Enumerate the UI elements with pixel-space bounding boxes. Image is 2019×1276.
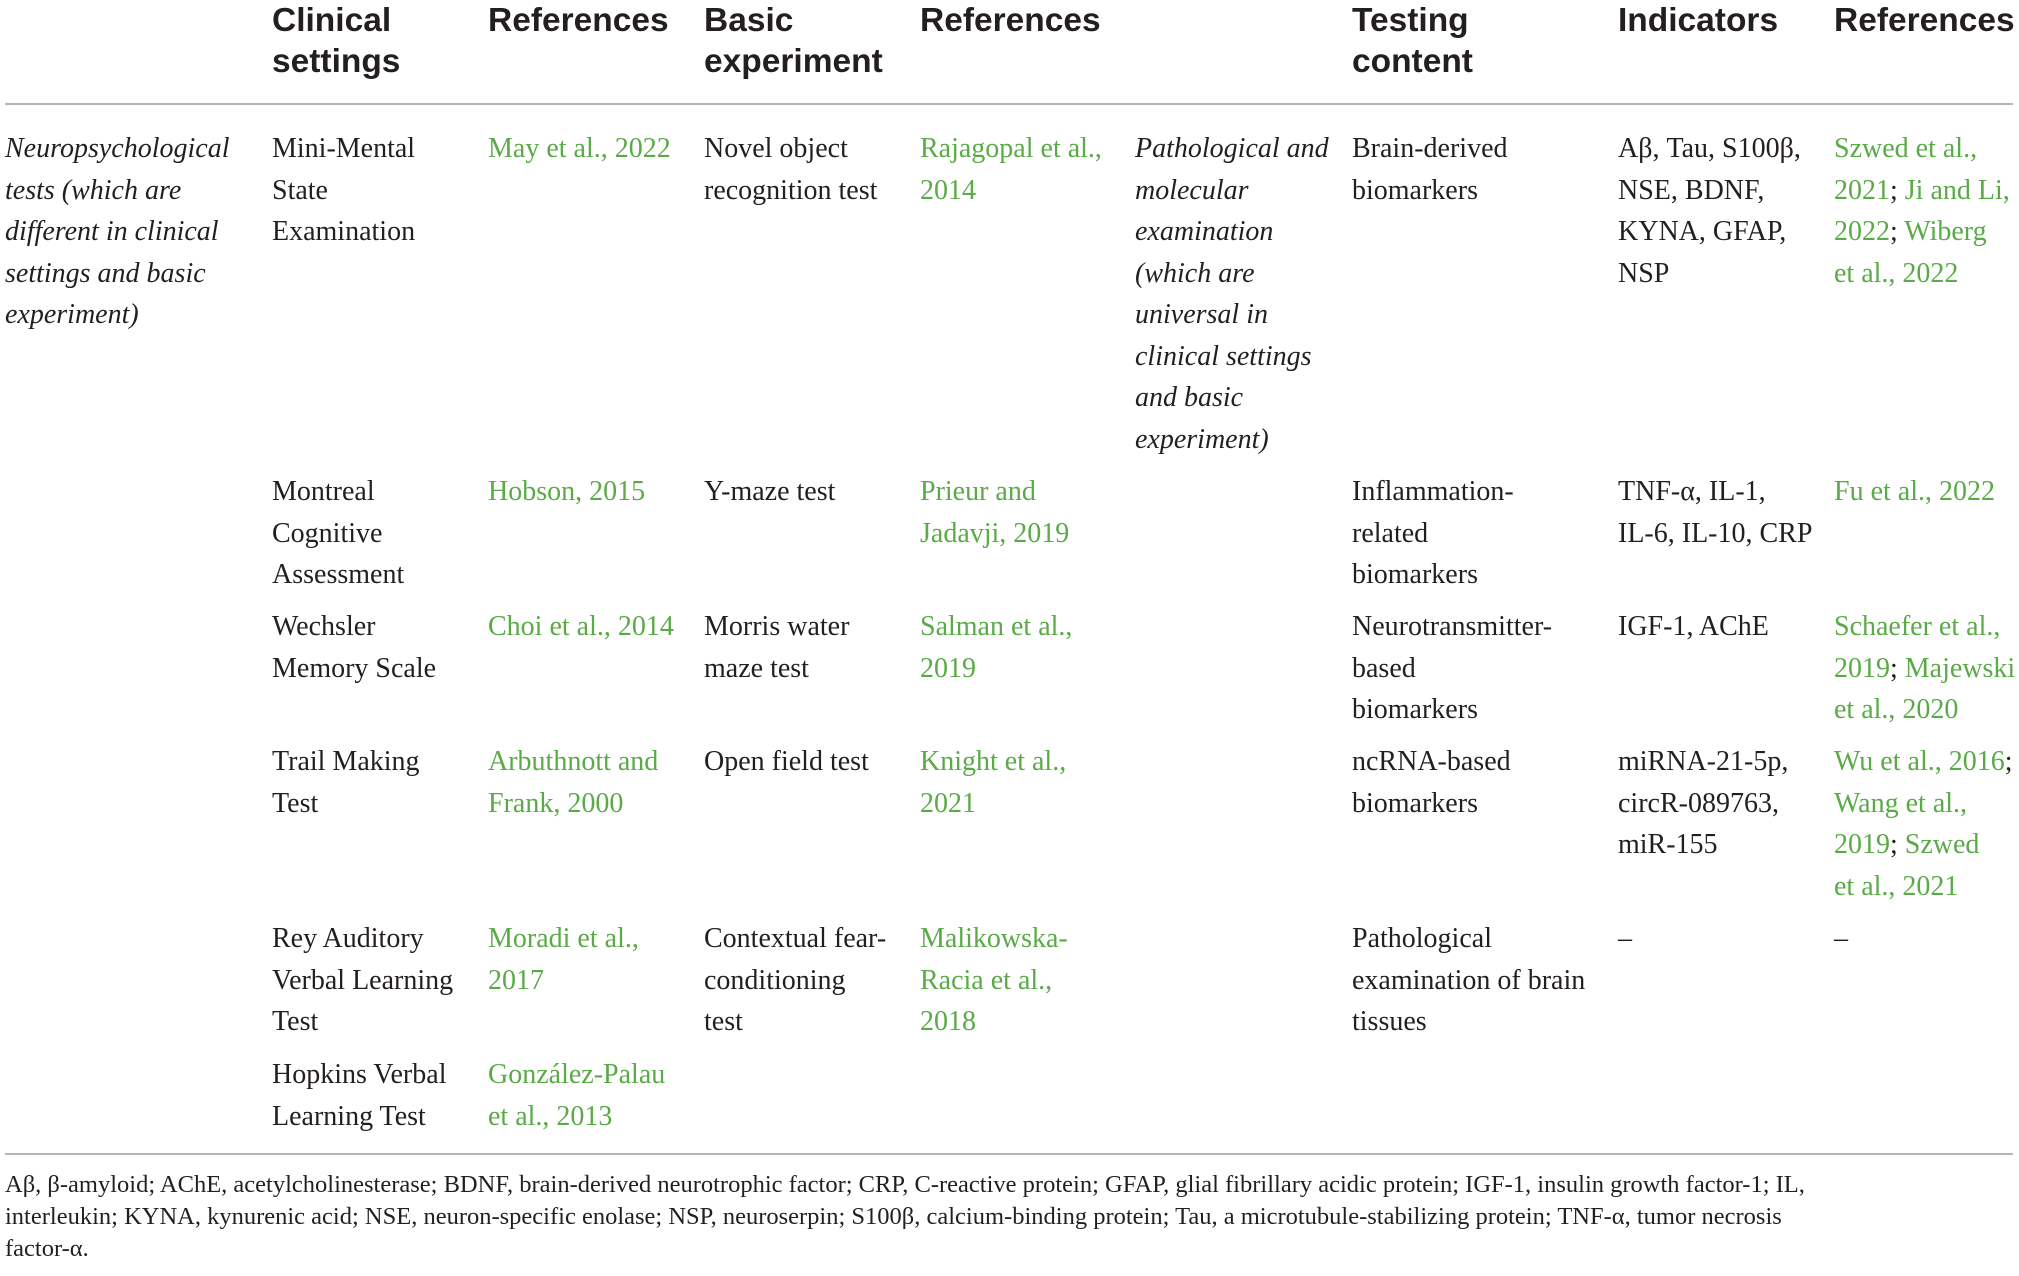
header-testing-content-line: content (1352, 43, 1473, 80)
header-references-line: References (920, 2, 1101, 39)
clinical-setting-cell-line: Trail Making (272, 746, 420, 777)
indicators-cell-line: miRNA-21-5p, (1618, 746, 1789, 777)
testing-reference-cell-line (1834, 253, 2010, 295)
testing-content-cell-line: examination of brain (1352, 964, 1586, 996)
basic-experiment-cell (704, 471, 835, 513)
clinical-reference-link-line: Choi et al., 2014 (488, 611, 674, 642)
reference-link[interactable]: 2021 (1834, 174, 1890, 206)
indicators-cell-line: KYNA, GFAP, (1618, 216, 1787, 247)
basic-reference-link[interactable] (920, 918, 1068, 1043)
testing-content-cell-line: related (1352, 517, 1429, 549)
header-basic-experiment-line: Basic (704, 2, 794, 39)
separator: ; (1890, 829, 1898, 860)
testing-content-cell-line: based (1352, 652, 1416, 684)
basic-experiment-cell-line: recognition test (704, 174, 878, 206)
clinical-setting-cell (272, 1054, 446, 1137)
testing-reference-cell-line (1834, 866, 2013, 908)
indicators-cell-line: NSE, BDNF, (1618, 174, 1765, 206)
clinical-setting-cell-line: Mini-Mental (272, 133, 416, 164)
basic-reference-link-line: Jadavji, 2019 (920, 517, 1070, 549)
basic-reference-link[interactable] (920, 471, 1069, 554)
header-clinical-settings-line: settings (272, 43, 401, 80)
clinical-setting-cell (272, 471, 404, 596)
indicators-cell-line: – (1618, 923, 1632, 954)
category-neuropsychological-tests-line: experiment) (5, 299, 139, 330)
reference-link[interactable]: et al., 2021 (1834, 870, 1959, 902)
indicators-cell (1618, 128, 1801, 294)
category-neuropsychological-tests-line: tests (which are (5, 174, 182, 206)
clinical-reference-link-line: et al., 2013 (488, 1100, 613, 1132)
reference-link[interactable]: Schaefer et al., (1834, 611, 2001, 642)
basic-reference-link-line: Salman et al., (920, 611, 1073, 642)
separator: ; (1890, 216, 1898, 247)
clinical-setting-cell (272, 606, 436, 689)
testing-reference-cell-line (1834, 648, 2015, 690)
testing-reference-cell-line (1834, 211, 2010, 253)
testing-reference-cell-line (1834, 606, 2015, 648)
reference-link[interactable]: et al., 2022 (1834, 257, 1959, 289)
basic-experiment-cell-line: conditioning (704, 964, 846, 996)
clinical-reference-link[interactable] (488, 471, 645, 513)
clinical-setting-cell (272, 741, 420, 824)
indicators-cell-line: IL-6, IL-10, CRP (1618, 517, 1813, 549)
basic-experiment-cell (704, 606, 849, 689)
testing-content-cell-line: Pathological (1352, 923, 1492, 954)
testing-reference-cell (1834, 741, 2013, 907)
testing-content-cell (1352, 918, 1585, 1043)
category-pathological-molecular-line: Pathological and (1135, 133, 1329, 164)
testing-reference-cell-line (1834, 128, 2010, 170)
clinical-setting-cell-line: Hopkins Verbal (272, 1059, 447, 1090)
header-references (488, 0, 669, 41)
separator: ; (2004, 746, 2013, 777)
clinical-reference-link-line: May et al., 2022 (488, 133, 671, 164)
clinical-reference-link[interactable] (488, 606, 674, 648)
category-neuropsychological-tests (5, 128, 229, 336)
footnote-line: Aβ, β-amyloid; AChE, acetylcholinesterase; BDNF, brain-derived neurotrophic factor; CRP, C-reactive protein; GFAP, glial fibrillary acidic protein; IGF-1, insulin growth factor-1; IL, (5, 1171, 1805, 1198)
header-rule (5, 103, 2013, 105)
indicators-cell-line: Aβ, Tau, S100β, (1618, 133, 1801, 164)
clinical-setting-cell-line: Montreal (272, 476, 375, 507)
header-references-line: References (488, 2, 669, 39)
category-pathological-molecular-line: and basic (1135, 382, 1244, 413)
testing-reference-cell-line (1834, 741, 2013, 783)
basic-reference-link-line: 2019 (920, 652, 976, 684)
clinical-reference-link[interactable] (488, 1054, 665, 1137)
basic-reference-link-line: 2021 (920, 787, 976, 819)
clinical-reference-link[interactable] (488, 741, 658, 824)
testing-content-cell-line: biomarkers (1352, 694, 1478, 725)
testing-reference-cell-line (1834, 824, 2013, 866)
basic-experiment-cell-line: Open field test (704, 746, 869, 777)
header-basic-experiment (704, 0, 883, 82)
basic-reference-link-line: Malikowska- (920, 923, 1068, 954)
reference-link[interactable]: Szwed et al., (1834, 133, 1978, 164)
clinical-setting-cell-line: Cognitive (272, 517, 383, 549)
testing-reference-cell (1834, 471, 1995, 513)
basic-reference-link[interactable] (920, 128, 1102, 211)
clinical-setting-cell-line: Wechsler (272, 611, 376, 642)
clinical-setting-cell-line: Rey Auditory (272, 923, 424, 954)
clinical-setting-cell-line: State (272, 174, 328, 206)
testing-reference-cell (1834, 606, 2015, 731)
indicators-cell-line: NSP (1618, 257, 1670, 289)
basic-experiment-cell-line: maze test (704, 652, 809, 684)
indicators-cell-line: IGF-1, AChE (1618, 611, 1769, 642)
clinical-reference-link-line: Arbuthnott and (488, 746, 659, 777)
basic-experiment-cell (704, 918, 886, 1043)
indicators-cell-line: miR-155 (1618, 829, 1718, 860)
basic-reference-link[interactable] (920, 606, 1072, 689)
clinical-setting-cell-line: Examination (272, 216, 416, 247)
header-references (920, 0, 1101, 41)
basic-reference-link-line: Racia et al., (920, 964, 1053, 996)
clinical-reference-link[interactable] (488, 128, 671, 170)
testing-content-cell-line: Brain-derived (1352, 133, 1508, 164)
clinical-reference-link-line: Moradi et al., (488, 923, 639, 954)
indicators-cell (1618, 741, 1788, 866)
testing-reference-cell-line: – (1834, 923, 1848, 954)
header-clinical-settings-line: Clinical (272, 2, 392, 39)
category-pathological-molecular-line: molecular (1135, 174, 1249, 206)
testing-content-cell-line: Inflammation- (1352, 476, 1514, 507)
clinical-setting-cell-line: Verbal Learning (272, 964, 454, 996)
testing-reference-cell (1834, 128, 2010, 294)
reference-link[interactable]: 2022 (1834, 216, 1890, 247)
testing-content-cell-line: biomarkers (1352, 787, 1478, 819)
category-pathological-molecular (1135, 128, 1329, 460)
clinical-setting-cell-line: Learning Test (272, 1100, 426, 1132)
clinical-setting-cell (272, 918, 453, 1043)
header-basic-experiment-line: experiment (704, 43, 883, 80)
indicators-cell (1618, 471, 1812, 554)
header-clinical-settings (272, 0, 400, 82)
reference-link[interactable]: Wu et al., 2016 (1834, 746, 2005, 777)
testing-content-cell (1352, 606, 1552, 731)
basic-experiment-cell-line: Y-maze test (704, 476, 836, 507)
testing-content-cell-line: biomarkers (1352, 559, 1478, 590)
basic-reference-link-line: 2018 (920, 1006, 976, 1037)
reference-link[interactable]: Fu et al., 2022 (1834, 476, 1995, 507)
basic-reference-link-line: Knight et al., (920, 746, 1067, 777)
testing-content-cell (1352, 471, 1514, 596)
basic-reference-link[interactable] (920, 741, 1066, 824)
clinical-setting-cell (272, 128, 415, 253)
indicators-cell-line: TNF-α, IL-1, (1618, 476, 1766, 507)
reference-link[interactable]: 2019 (1834, 652, 1890, 684)
testing-reference-cell-line (1834, 689, 2015, 731)
header-testing-content-line: Testing (1352, 2, 1469, 39)
basic-reference-link-line: Rajagopal et al., (920, 133, 1102, 164)
clinical-setting-cell-line: Test (272, 787, 319, 819)
testing-reference-cell (1834, 918, 1848, 960)
indicators-cell (1618, 918, 1632, 960)
category-pathological-molecular-line: (which are (1135, 257, 1255, 289)
header-references-line: References (1834, 2, 2015, 39)
testing-content-cell (1352, 128, 1508, 211)
clinical-reference-link-line: Hobson, 2015 (488, 476, 646, 507)
basic-experiment-cell (704, 741, 869, 783)
testing-content-cell-line: ncRNA-based (1352, 746, 1511, 777)
clinical-setting-cell-line: Memory Scale (272, 652, 437, 684)
category-pathological-molecular-line: examination (1135, 216, 1274, 247)
clinical-reference-link-line: Frank, 2000 (488, 787, 624, 819)
basic-experiment-cell-line: Novel object (704, 133, 848, 164)
clinical-reference-link-line: González-Palau (488, 1059, 666, 1090)
testing-content-cell-line: Neurotransmitter- (1352, 611, 1553, 642)
footnote-line: factor-α. (5, 1235, 89, 1262)
category-pathological-molecular-line: clinical settings (1135, 340, 1312, 372)
footnote-line: interleukin; KYNA, kynurenic acid; NSE, neuron-specific enolase; NSP, neuroserpin; S100β, calcium-binding protein; Tau, a microtubule-stabilizing protein; TNF-α, tumor necrosis (5, 1203, 1782, 1230)
basic-experiment-cell-line: Contextual fear- (704, 923, 887, 954)
reference-link[interactable]: et al., 2020 (1834, 694, 1959, 725)
clinical-setting-cell-line: Assessment (272, 559, 405, 590)
basic-reference-link-line: Prieur and (920, 476, 1036, 507)
testing-reference-cell-line (1834, 783, 2013, 825)
category-neuropsychological-tests-line: different in clinical (5, 216, 219, 247)
header-indicators (1618, 0, 1778, 41)
reference-link[interactable]: Majewski (1897, 652, 2016, 684)
basic-experiment-cell-line: test (704, 1006, 743, 1037)
header-testing-content (1352, 0, 1473, 82)
basic-experiment-cell-line: Morris water (704, 611, 850, 642)
reference-link[interactable]: Wiberg (1897, 216, 1987, 247)
header-references (1834, 0, 2015, 41)
separator: ; (1890, 652, 1898, 684)
footer-rule (5, 1153, 2013, 1155)
reference-link[interactable]: Ji and Li, (1897, 174, 2010, 206)
category-pathological-molecular-line: universal in (1135, 299, 1268, 330)
testing-reference-cell-line (1834, 170, 2010, 212)
testing-content-cell-line: tissues (1352, 1006, 1427, 1037)
reference-link[interactable]: 2019 (1834, 829, 1890, 860)
category-neuropsychological-tests-line: settings and basic (5, 257, 206, 289)
testing-content-cell (1352, 741, 1511, 824)
indicators-cell-line: circR-089763, (1618, 787, 1779, 819)
basic-experiment-cell (704, 128, 877, 211)
reference-link[interactable]: Szwed (1897, 829, 1980, 860)
testing-reference-cell-line (1834, 471, 1995, 513)
clinical-setting-cell-line: Test (272, 1006, 319, 1037)
reference-link[interactable]: Wang et al., (1834, 787, 1968, 819)
indicators-cell (1618, 606, 1769, 648)
basic-reference-link-line: 2014 (920, 174, 976, 206)
clinical-reference-link[interactable] (488, 918, 639, 1001)
testing-content-cell-line: biomarkers (1352, 174, 1478, 206)
header-indicators-line: Indicators (1618, 2, 1779, 39)
clinical-reference-link-line: 2017 (488, 964, 544, 996)
category-pathological-molecular-line: experiment) (1135, 423, 1269, 455)
separator: ; (1890, 174, 1898, 206)
category-neuropsychological-tests-line: Neuropsychological (5, 133, 230, 164)
